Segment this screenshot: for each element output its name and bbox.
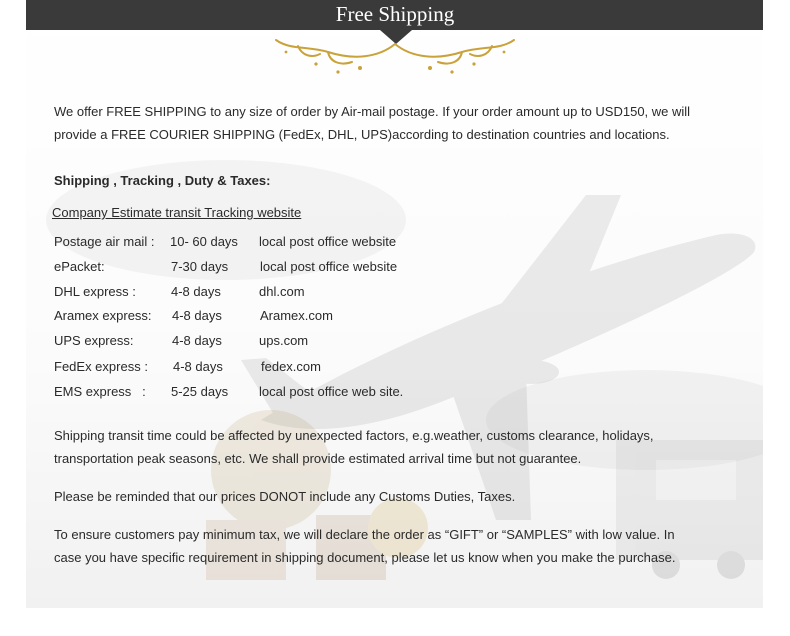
gold-ornament-icon — [268, 30, 522, 78]
row-company: FedEx express : — [54, 359, 148, 374]
row-website: Aramex.com — [260, 308, 333, 323]
row-website: ups.com — [259, 333, 309, 348]
row-website: local post office web site. — [259, 384, 404, 399]
row-transit-time: 4-8 days — [171, 284, 221, 299]
row-transit-time: 10- 60 days — [170, 234, 238, 249]
shipping-table-header: Company Estimate transit Tracking website — [52, 205, 302, 220]
row-company: EMS express : — [54, 384, 146, 399]
row-transit-time: 4-8 days — [173, 359, 223, 374]
transit-note-line-1: Shipping transit time could be affected by unexpected factors, e.g.weather, customs clearance, holidays, — [54, 428, 654, 443]
intro-line-2: provide a FREE COURIER SHIPPING (FedEx, DHL, UPS)according to destination countries and locations. — [54, 127, 670, 142]
transit-note-line-2: transportation peak seasons, etc. We shall provide estimated arrival time but not guarantee. — [54, 451, 582, 466]
content-panel — [26, 0, 763, 608]
banner-title: Free Shipping — [335, 2, 455, 26]
section-heading: Shipping , Tracking , Duty & Taxes: — [54, 173, 271, 188]
row-transit-time: 5-25 days — [171, 384, 229, 399]
duties-note: Please be reminded that our prices DONOT include any Customs Duties, Taxes. — [54, 489, 516, 504]
row-company: Aramex express: — [54, 308, 152, 323]
intro-line-1: We offer FREE SHIPPING to any size of order by Air-mail postage. If your order amount up to USD150, we will — [54, 104, 691, 119]
row-company: DHL express : — [54, 284, 136, 299]
airplane-background-illustration — [26, 0, 763, 608]
row-transit-time: 7-30 days — [171, 259, 229, 274]
row-company: ePacket: — [54, 259, 105, 274]
row-website: local post office website — [259, 234, 397, 249]
row-website: local post office website — [260, 259, 398, 274]
row-company: Postage air mail : — [54, 234, 155, 249]
tax-note-line-2: case you have specific requirement in shipping document, please let us know when you make the purchase. — [54, 550, 676, 565]
row-website: fedex.com — [261, 359, 321, 374]
row-transit-time: 4-8 days — [172, 308, 222, 323]
tax-note-line-1: To ensure customers pay minimum tax, we will declare the order as “GIFT” or “SAMPLES” with low value. In — [54, 527, 675, 542]
row-company: UPS express: — [54, 333, 134, 348]
row-website: dhl.com — [259, 284, 305, 299]
row-transit-time: 4-8 days — [172, 333, 222, 348]
